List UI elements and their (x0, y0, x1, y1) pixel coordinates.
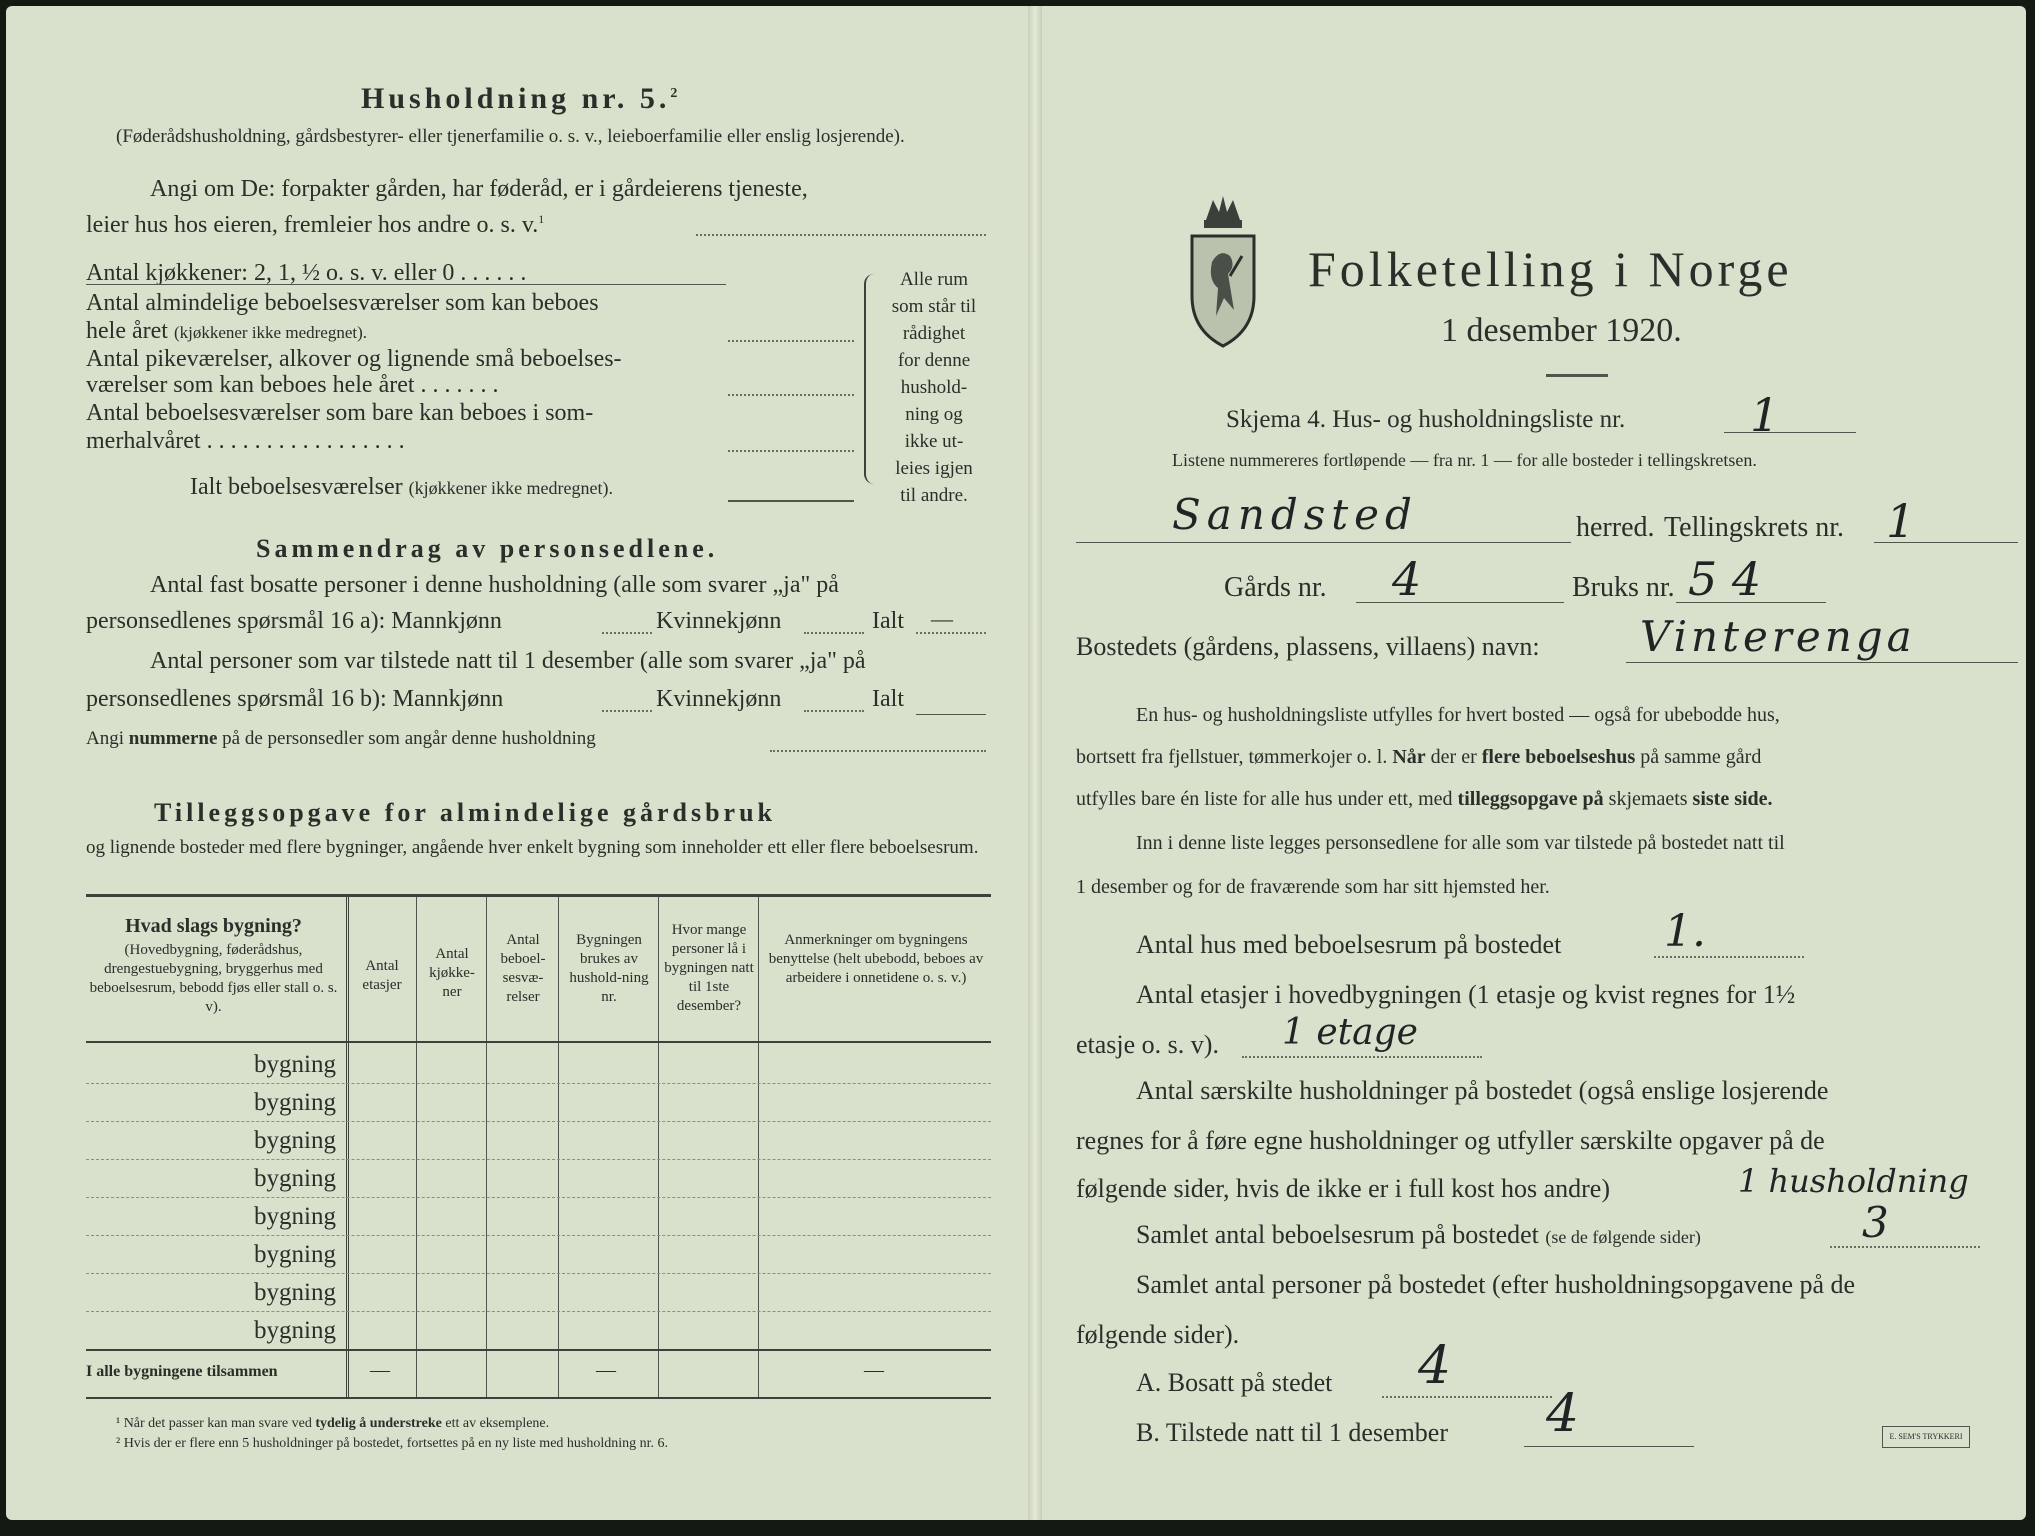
side-note-line: til andre. (900, 485, 968, 506)
household-intro: (Føderådshusholdning, gårdsbestyrer- eller tjenerfamilie o. s. v., leieboerfamilie eller enslig losjerende). (116, 126, 905, 147)
alm-answer-line[interactable] (728, 340, 854, 342)
side-note-line: ikke ut- (904, 431, 964, 452)
etasjer-value[interactable]: 1 etage (1282, 1012, 1418, 1053)
table-row-label: bygning (254, 1127, 336, 1154)
side-note (884, 266, 984, 509)
tilstede-ialt-field[interactable] (916, 714, 986, 715)
side-note-line: rådighet (902, 323, 966, 344)
fast-kvinne-label: Kvinnekjønn (656, 608, 782, 634)
gards-value[interactable]: 4 (1392, 552, 1422, 606)
left-page (6, 6, 1026, 1520)
para2-line1: Inn i denne liste legges personsedlene for alle som var tilstede på bostedet natt til (1136, 832, 1785, 854)
samlet-rum-value[interactable]: 3 (1862, 1198, 1889, 1247)
total-dash: — (370, 1359, 390, 1381)
para2-line2: 1 desember og for de fraværende som har sitt hjemsted her. (1076, 876, 1550, 898)
para1-line3-bold: tilleggsopgave på (1457, 788, 1604, 810)
para1-line2-bold2: flere beboelseshus (1481, 746, 1636, 768)
bosted-value[interactable]: Vinterenga (1640, 612, 1916, 661)
samlet-pers-line2: følgende sider). (1076, 1320, 1240, 1349)
gards-line (1356, 602, 1564, 603)
household-title (361, 82, 681, 116)
tilstede-mann-field[interactable] (602, 710, 652, 712)
fast-ialt-label: Ialt (872, 608, 904, 634)
nummerne-field[interactable] (770, 750, 986, 752)
etasjer-line (1242, 1056, 1482, 1058)
pike-line-2: værelser som kan beboes hele året . . . . . . . (86, 372, 499, 398)
tilstede-label: B. Tilstede natt til 1 desember (1136, 1418, 1448, 1447)
footnote-1-post: ett av eksemplene. (445, 1416, 550, 1431)
side-note-line: Alle rum (899, 269, 969, 290)
skjema-value[interactable]: 1 (1750, 388, 1780, 442)
table-row-label: bygning (254, 1317, 336, 1344)
page-fold (1028, 6, 1042, 1520)
bruks-value[interactable]: 5 4 (1688, 552, 1762, 606)
tilstede-ialt-label: Ialt (872, 686, 904, 712)
etasjer-line2: etasje o. s. v). (1076, 1030, 1219, 1059)
side-note-bracket (864, 274, 880, 484)
para1-line2 (1076, 746, 1761, 769)
fast-mann-field[interactable] (602, 632, 652, 634)
alm-line-2-small: (kjøkkener ikke medregnet). (173, 323, 367, 342)
hus-value[interactable]: 1. (1664, 906, 1706, 957)
etasjer-line1: Antal etasjer i hovedbygningen (1 etasje og kvist regnes for 1½ (1136, 980, 1796, 1009)
tilstede-value[interactable]: 4 (1546, 1384, 1580, 1444)
tellingskrets-line (1874, 542, 2018, 543)
tillegg-subtitle: og lignende bosteder med flere bygninger, angående hver enkelt bygning som inneholder ett eller flere beboelsesrum. (86, 837, 979, 858)
ialt-small: (kjøkkener ikke medregnet). (408, 478, 614, 498)
tilstede-line-1: Antal personer som var tilstede natt til 1 desember (alle som svarer „ja" på (150, 648, 866, 674)
nummerne-line (86, 728, 596, 750)
footnote-1-text: ¹ Når det passer kan man svare ved (116, 1416, 312, 1431)
para1-line2-bold: Når (1392, 746, 1426, 768)
total-row-label: I alle bygningene tilsammen (86, 1363, 278, 1380)
ialt-text: Ialt beboelsesværelser (190, 474, 403, 500)
skjema-label: Skjema 4. Hus- og husholdningsliste nr. (1226, 406, 1626, 433)
gards-label: Gårds nr. (1224, 572, 1327, 603)
table-row[interactable] (86, 1083, 991, 1084)
angi-line-2-text: leier hus hos eieren, fremleier hos andre o. s. v. (86, 212, 539, 238)
samlet-rum-line (1830, 1246, 1980, 1248)
side-note-line: leies igjen (895, 458, 973, 479)
table-row[interactable] (86, 1311, 991, 1312)
bosatt-label: A. Bosatt på stedet (1136, 1368, 1333, 1397)
tellingskrets-label: Tellingskrets nr. (1664, 512, 1845, 543)
nummerne-bold: nummerne (128, 728, 218, 749)
title-rule (1546, 374, 1608, 377)
total-dash: — (864, 1359, 884, 1381)
census-form-sheet (6, 6, 2026, 1520)
bruks-label: Bruks nr. (1572, 572, 1675, 603)
col-divider (658, 897, 659, 1397)
col-divider (758, 897, 759, 1397)
pike-line-1: Antal pikeværelser, alkover og lignende små beboelses- (86, 346, 622, 372)
norway-coat-of-arms-icon (1186, 192, 1260, 348)
sommer-answer-line[interactable] (728, 450, 854, 452)
fast-ialt-field[interactable] (916, 632, 986, 634)
skjema-line (1724, 432, 1856, 433)
para1-line3 (1076, 788, 1773, 811)
household-title-note: 2 (670, 86, 682, 101)
header-etasjer: Antal etasjer (362, 958, 402, 993)
kjokkener-label: Antal kjøkkener: 2, 1, ½ o. s. v. eller 0 . . . . . . (86, 260, 527, 286)
col-divider (346, 897, 349, 1397)
footnote-1 (116, 1416, 549, 1432)
angi-answer-line[interactable] (696, 234, 986, 236)
bosted-line (1626, 662, 2018, 663)
nummerne-post: på de personsedler som angår denne husholdning (222, 728, 596, 749)
header-beboelsesvaerelser: Antal beboel-sesvæ-relser (500, 932, 546, 1005)
printer-stamp: E. SEM'S TRYKKERI (1882, 1426, 1970, 1448)
tilstede-kvinne-label: Kvinnekjønn (656, 686, 782, 712)
angi-note: 1 (538, 212, 545, 226)
header-kjokkener: Antal kjøkke-ner (429, 946, 475, 1000)
bruks-line (1676, 602, 1826, 603)
alm-line-2-text: hele året (86, 318, 168, 344)
fast-ialt-dash: — (931, 606, 953, 631)
para1-line3-a: utfylles bare én liste for alle hus under ett, med (1076, 788, 1453, 810)
table-bottom-line (86, 1397, 991, 1399)
header-bottom-line (86, 1041, 991, 1043)
side-note-line: som står til (891, 296, 977, 317)
bosatt-value[interactable]: 4 (1418, 1336, 1452, 1396)
sammendrag-title: Sammendrag av personsedlene. (256, 534, 719, 563)
header-building-type: Hvad slags bygning? (125, 915, 302, 937)
col-divider (486, 897, 487, 1397)
col-divider (558, 897, 559, 1397)
form-date: 1 desember 1920. (1441, 312, 1682, 349)
table-row-label: bygning (254, 1165, 336, 1192)
header-building-desc: (Hovedbygning, føderådshus, drengestuebygning, bryggerhus med beboelsesrum, bebodd fjøs eller stall o. s. v). (89, 942, 338, 1015)
alm-line-2 (86, 318, 367, 345)
samlet-rum-small: (se de følgende sider) (1545, 1227, 1701, 1247)
table-row[interactable] (86, 1235, 991, 1236)
side-note-line: for denne (897, 350, 971, 371)
table-row[interactable] (86, 1273, 991, 1274)
herred-line (1076, 542, 1571, 543)
tillegg-title: Tilleggsopgave for almindelige gårdsbruk (154, 798, 777, 827)
table-row[interactable] (86, 1197, 991, 1198)
saer-value[interactable]: 1 husholdning (1738, 1162, 1969, 1200)
herred-value[interactable]: Sandsted (1172, 490, 1418, 539)
side-note-line: hushold- (900, 377, 968, 398)
para1-line3-bold2: siste side. (1692, 788, 1773, 810)
para1-line2-a: bortsett fra fjellstuer, tømmerkojer o. l. (1076, 746, 1388, 768)
side-note-line: ning og (905, 404, 963, 425)
saer-line2: regnes for å føre egne husholdninger og utfyller særskilte opgaver på de (1076, 1126, 1825, 1155)
table-row[interactable] (86, 1349, 991, 1351)
kjokkener-underline (86, 284, 726, 285)
footnote-2: ² Hvis der er flere enn 5 husholdninger på bostedet, fortsettes på en ny liste med husholdning nr. 6. (116, 1436, 669, 1451)
bosted-label: Bostedets (gårdens, plassens, villaens) navn: (1076, 632, 1540, 661)
footnote-1-bold: tydelig å understreke (315, 1416, 442, 1431)
table-row-label: bygning (254, 1203, 336, 1230)
fast-line-2: personsedlenes spørsmål 16 a): Mannkjønn (86, 608, 502, 634)
table-row-label: bygning (254, 1089, 336, 1116)
saer-line1: Antal særskilte husholdninger på bostedet (også enslige losjerende (1136, 1076, 1829, 1105)
form-title: Folketelling i Norge (1308, 241, 1793, 297)
fast-kvinne-field[interactable] (804, 632, 864, 634)
table-row-label: bygning (254, 1241, 336, 1268)
table-row-label: bygning (254, 1051, 336, 1078)
samlet-rum-line (1136, 1220, 1701, 1250)
alm-line-1: Antal almindelige beboelsesværelser som kan beboes (86, 290, 599, 316)
para1-line2-b: der er (1430, 746, 1477, 768)
total-dash: — (596, 1359, 616, 1381)
saer-line3: følgende sider, hvis de ikke er i full kost hos andre) (1076, 1174, 1610, 1203)
pike-answer-line[interactable] (728, 394, 854, 396)
nummereres-note: Listene nummereres fortløpende — fra nr. 1 — for alle bosteder i tellingskretsen. (1172, 450, 1757, 470)
table-row[interactable] (86, 1121, 991, 1122)
angi-line-2 (86, 212, 544, 239)
nummerne-pre: Angi (86, 728, 124, 749)
tellingskrets-value[interactable]: 1 (1886, 494, 1916, 548)
tilstede-line (1524, 1446, 1694, 1447)
angi-line-1: Angi om De: forpakter gården, har føderåd, er i gårdeierens tjeneste, (150, 176, 808, 202)
building-table (86, 894, 991, 1381)
header-husholdning-nr: Bygningen brukes av hushold-ning nr. (569, 932, 649, 1005)
fast-line-1: Antal fast bosatte personer i denne husholdning (alle som svarer „ja" på (150, 572, 839, 598)
para1-line2-c: på samme gård (1640, 746, 1762, 768)
sommer-line-2: merhalvåret . . . . . . . . . . . . . . . . . (86, 428, 405, 454)
para1-line3-b: skjemaets (1608, 788, 1688, 810)
para1-line1: En hus- og husholdningsliste utfylles for hvert bosted — også for ubebodde hus, (1136, 704, 1780, 726)
col-divider (416, 897, 417, 1397)
tilstede-line-2: personsedlenes spørsmål 16 b): Mannkjønn (86, 686, 504, 712)
bosatt-line (1382, 1396, 1552, 1398)
table-row-label: bygning (254, 1279, 336, 1306)
samlet-rum-text: Samlet antal beboelsesrum på bostedet (1136, 1220, 1539, 1249)
tilstede-kvinne-field[interactable] (804, 710, 864, 712)
household-title-text: Husholdning nr. 5. (361, 82, 671, 115)
hus-line (1654, 956, 1804, 958)
header-anmerkninger: Anmerkninger om bygningens benyttelse (helt ubebodd, beboes av arbeidere i onnetidene o. s. v.) (768, 932, 984, 986)
table-row[interactable] (86, 1159, 991, 1160)
hus-label: Antal hus med beboelsesrum på bostedet (1136, 930, 1562, 959)
ialt-answer-line[interactable] (728, 500, 854, 502)
header-personer: Hvor mange personer lå i bygningen natt til 1ste desember? (664, 922, 754, 1014)
herred-label: herred. (1576, 512, 1655, 543)
samlet-pers-line1: Samlet antal personer på bostedet (efter husholdningsopgavene på de (1136, 1270, 1856, 1299)
ialt-line (190, 474, 613, 501)
right-page (1046, 6, 2026, 1520)
sommer-line-1: Antal beboelsesværelser som bare kan beboes i som- (86, 400, 594, 426)
